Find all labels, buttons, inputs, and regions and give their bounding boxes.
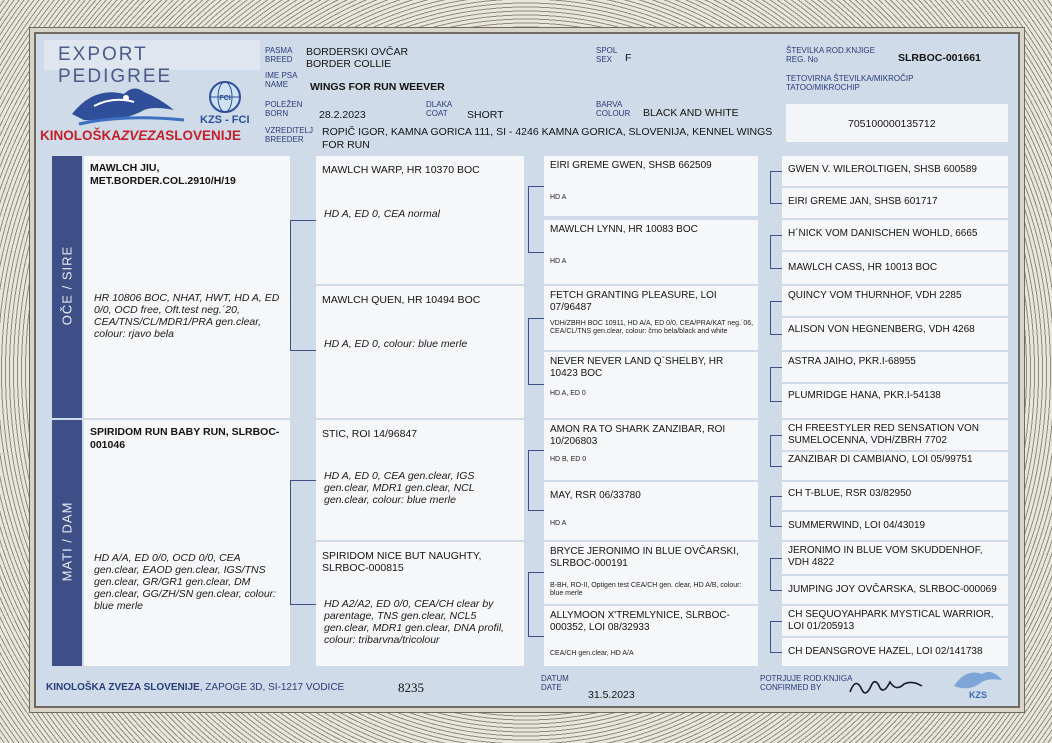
org-name-part-3: SLOVENIJE: [165, 128, 242, 143]
gen2-cell-4: [316, 542, 524, 666]
gen2-info-2: HD A, ED 0, colour: blue merle: [324, 338, 468, 350]
coat-label-1: DLAKA: [426, 100, 453, 109]
dog-name: WINGS FOR RUN WEEVER: [310, 81, 445, 93]
colour-label-2: COLOUR: [596, 109, 631, 118]
connector: [770, 496, 771, 526]
title-box: [44, 40, 260, 87]
gen2-info-1: HD A, ED 0, CEA normal: [324, 208, 440, 220]
page-title: EXPORT PEDIGREE: [58, 44, 173, 87]
gen4-cell-2: [782, 188, 1008, 218]
connector: [290, 220, 291, 350]
gen4-cell-6: [782, 318, 1008, 350]
sire-info: HR 10806 BOC, NHAT, HWT, HD A, ED 0/0, OCD free, Oft.test neg.´20, CEA/TNS/CL/MDR1/PRA gen.clear, colour: rjavo bela: [94, 292, 280, 340]
gen4-name-5: QUINCY VOM THURNHOF, VDH 2285: [788, 290, 962, 301]
connector: [770, 652, 782, 653]
confirm-label-2: CONFIRMED BY: [760, 683, 822, 692]
gen4-name-8: PLUMRIDGE HANA, PKR.I-54138: [788, 390, 941, 401]
connector: [528, 318, 529, 384]
connector: [770, 435, 771, 466]
breeder-value: ROPIČ IGOR, KAMNA GORICA 111, SI - 4246 KAMNA GORICA, SLOVENIJA, KENNEL WINGS FOR RUN: [322, 126, 773, 151]
connector: [770, 203, 782, 204]
gen4-name-6: ALISON VON HEGNENBERG, VDH 4268: [788, 324, 975, 335]
connector: [528, 510, 544, 511]
gen4-name-10: ZANZIBAR DI CAMBIANO, LOI 05/99751: [788, 454, 973, 465]
dam-label: MATI / DAM: [59, 501, 75, 582]
gen3-name-5: AMON RA TO SHARK ZANZIBAR, ROI 10/206803: [550, 424, 726, 447]
connector: [528, 572, 544, 573]
gen4-name-14: JUMPING JOY OVČARSKA, SLRBOC-000069: [788, 584, 997, 595]
gen4-cell-3: [782, 220, 1008, 250]
gen3-name-1: EIRI GREME GWEN, SHSB 662509: [550, 160, 712, 171]
gen2-cell-2: [316, 286, 524, 418]
gen4-name-3: H´NICK VOM DANISCHEN WOHLD, 6665: [788, 228, 978, 239]
dam-name: SPIRIDOM RUN BABY RUN, SLRBOC-001046: [90, 426, 280, 451]
gen2-cell-3: [316, 420, 524, 540]
gen2-name-4: SPIRIDOM NICE BUT NAUGHTY, SLRBOC-000815: [322, 550, 482, 574]
connector: [770, 435, 782, 436]
certificate-body: [36, 34, 1018, 706]
born-label-2: BORN: [265, 109, 289, 118]
connector: [528, 318, 544, 319]
breed-label-2: BREED: [265, 55, 293, 64]
breeder-label-2: BREEDER: [265, 135, 304, 144]
connector: [528, 384, 544, 385]
gen4-cell-15: [782, 606, 1008, 636]
gen3-cell-4: [544, 352, 758, 418]
connector: [770, 621, 771, 652]
connector: [290, 604, 316, 605]
sex-label-2: SEX: [596, 55, 613, 64]
connector: [770, 235, 771, 268]
gen4-name-2: EIRI GREME JAN, SHSB 601717: [788, 196, 938, 207]
date-value: 31.5.2023: [588, 689, 635, 701]
connector: [770, 558, 771, 590]
gen3-info-7: B-BH, RO-II, Optigen test CEA/CH gen. clear, HD A/B, colour: blue merle: [550, 582, 742, 597]
connector: [290, 480, 316, 481]
gen4-name-16: CH DEANSGROVE HAZEL, LOI 02/141738: [788, 646, 983, 657]
gen4-name-7: ASTRA JAIHO, PKR.I-68955: [788, 356, 916, 367]
gen3-info-8: CEA/CH gen.clear, HD A/A: [550, 650, 634, 657]
gen2-info-4: HD A2/A2, ED 0/0, CEA/CH clear by parentage, TNS gen.clear, NCL5 gen.clear, MDR1 gen.clear, DNA profil, colour: tribarvna/tricolour: [324, 598, 504, 646]
sex-value: F: [625, 52, 632, 64]
connector: [770, 235, 782, 236]
gen3-info-5: HD B, ED 0: [550, 456, 587, 463]
name-label-2: NAME: [265, 80, 289, 89]
connector: [528, 186, 529, 252]
date-label-2: DATE: [541, 683, 562, 692]
colour-label-1: BARVA: [596, 100, 623, 109]
sex-label-1: SPOL: [596, 46, 618, 55]
gen4-cell-1: [782, 156, 1008, 186]
confirm-label-1: POTRJUJE ROD.KNJIGA: [760, 674, 853, 683]
gen4-cell-4: [782, 252, 1008, 284]
coat-label-2: COAT: [426, 109, 448, 118]
stamp-text: KZS: [969, 690, 987, 700]
born-label-1: POLEŽEN: [265, 100, 303, 109]
breed-value-1: BORDERSKI OVČAR: [306, 46, 409, 58]
gen4-name-15: CH SEQUOYAHPARK MYSTICAL WARRIOR, LOI 01/205913: [788, 609, 994, 632]
sire-label: OČE / SIRE: [59, 245, 75, 326]
gen4-cell-12: [782, 512, 1008, 540]
gen2-name-1: MAWLCH WARP, HR 10370 BOC: [322, 164, 480, 176]
connector: [290, 350, 316, 351]
gen3-cell-3: [544, 286, 758, 350]
gen3-name-4: NEVER NEVER LAND Q`SHELBY, HR 10423 BOC: [550, 356, 724, 379]
kzs-stamp-icon: [948, 662, 1008, 702]
gen4-cell-8: [782, 384, 1008, 418]
reg-label-1: ŠTEVILKA ROD.KNJIGE: [786, 46, 875, 55]
gen2-cell-1: [316, 156, 524, 284]
gen3-info-2: HD A: [550, 258, 567, 265]
breeder-label-1: VZREDITELJ: [265, 126, 314, 135]
gen3-cell-8: [544, 606, 758, 666]
gen4-name-4: MAWLCH CASS, HR 10013 BOC: [788, 262, 938, 273]
dam-sidebar: [52, 420, 82, 666]
gen4-name-9: CH FREESTYLER RED SENSATION VON SUMELOCENNA, VDH/ZBRH 7702: [788, 423, 979, 446]
gen3-cell-6: [544, 482, 758, 540]
gen3-info-3: VDH/ZBRH BOC 10911, HD A/A, ED 0/0, CEA/PRA/KAT neg.´06, CEA/CL/TNS gen.clear, colour: črno bela/black and white: [550, 320, 754, 335]
gen3-info-1: HD A: [550, 194, 567, 201]
gen3-name-8: ALLYMOON X'TREMLYNICE, SLRBOC-000352, LOI 08/32933: [550, 610, 730, 633]
connector: [770, 401, 782, 402]
connector: [770, 367, 771, 401]
gen4-cell-11: [782, 482, 1008, 510]
footer-address-bold: KINOLOŠKA ZVEZA SLOVENIJE: [46, 682, 200, 693]
connector: [770, 367, 782, 368]
colour-value: BLACK AND WHITE: [643, 107, 739, 119]
date-label-1: DATUM: [541, 674, 569, 683]
born-value: 28.2.2023: [319, 109, 366, 121]
gen3-name-3: FETCH GRANTING PLEASURE, LOI 07/96487: [550, 290, 717, 313]
connector: [290, 220, 316, 221]
gen3-name-7: BRYCE JERONIMO IN BLUE OVČARSKI, SLRBOC-000191: [550, 546, 739, 569]
connector: [770, 334, 782, 335]
kzs-dog-logo-icon: [64, 76, 214, 136]
gen3-info-4: HD A, ED 0: [550, 390, 586, 397]
connector: [290, 480, 291, 604]
coat-value: SHORT: [467, 109, 504, 121]
connector: [770, 466, 782, 467]
gen3-cell-7: [544, 542, 758, 604]
tattoo-box: [786, 104, 1008, 142]
connector: [528, 252, 544, 253]
footer-address: [46, 682, 344, 693]
tattoo-value: 705100000135712: [848, 118, 936, 130]
gen4-cell-9: [782, 420, 1008, 450]
gen3-info-6: HD A: [550, 520, 567, 527]
gen4-cell-13: [782, 542, 1008, 574]
connector: [770, 590, 782, 591]
connector: [528, 572, 529, 636]
gen4-name-12: SUMMERWIND, LOI 04/43019: [788, 520, 926, 531]
connector: [528, 636, 544, 637]
org-name-part-2: ZVEZA: [121, 128, 166, 143]
name-label-1: IME PSA: [265, 71, 298, 80]
tattoo-label-2: TATOO/MIKROCHIP: [786, 83, 860, 92]
gen4-cell-14: [782, 576, 1008, 604]
connector: [770, 268, 782, 269]
connector: [528, 450, 544, 451]
connector: [528, 450, 529, 510]
connector: [770, 621, 782, 622]
connector: [770, 171, 782, 172]
gen4-name-11: CH T-BLUE, RSR 03/82950: [788, 488, 912, 499]
gen4-cell-10: [782, 452, 1008, 480]
gen3-cell-5: [544, 420, 758, 480]
gen4-cell-7: [782, 352, 1008, 382]
gen2-name-2: MAWLCH QUEN, HR 10494 BOC: [322, 294, 481, 306]
connector: [770, 171, 771, 203]
breed-label-1: PASMA: [265, 46, 293, 55]
gen3-cell-1: [544, 156, 758, 216]
gen4-cell-5: [782, 286, 1008, 316]
signature-icon: [846, 670, 926, 702]
svg-text:FCI: FCI: [219, 95, 231, 102]
sire-name: MAWLCH JIU, MET.BORDER.COL.2910/H/19: [90, 162, 236, 187]
org-name: [40, 128, 241, 143]
gen4-name-13: JERONIMO IN BLUE VOM SKUDDENHOF, VDH 4822: [788, 545, 983, 568]
gen2-name-3: STIC, ROI 14/96847: [322, 428, 418, 440]
connector: [770, 526, 782, 527]
gen3-name-6: MAY, RSR 06/33780: [550, 490, 641, 501]
connector: [770, 496, 782, 497]
sire-cell: [84, 156, 290, 418]
connector: [770, 558, 782, 559]
footer-address-rest: , ZAPOGE 3D, SI-1217 VODICE: [199, 682, 345, 693]
sire-sidebar: [52, 156, 82, 418]
dam-cell: [84, 420, 290, 666]
tattoo-label-1: TETOVIRNA ŠTEVILKA/MIKROČIP: [786, 74, 914, 83]
reg-label-2: REG. No: [786, 55, 819, 64]
org-short: KZS - FCI: [200, 114, 250, 126]
gen2-info-3: HD A, ED 0, CEA gen.clear, IGS gen.clear, MDR1 gen.clear, NCL gen.clear, colour: blue merle: [324, 470, 475, 506]
dam-info: HD A/A, ED 0/0, OCD 0/0, CEA gen.clear, EAOD gen.clear, IGS/TNS gen.clear, GR/GR1 gen.clear, DM gen.clear, GG/ZH/SN gen.clear, colour: blue merle: [94, 552, 277, 612]
fci-globe-icon: [208, 80, 242, 114]
connector: [770, 301, 782, 302]
org-name-part-1: KINOLOŠKA: [40, 128, 121, 143]
connector: [528, 186, 544, 187]
gen3-cell-2: [544, 220, 758, 284]
breed-value-2: BORDER COLLIE: [306, 58, 392, 70]
reg-value: SLRBOC-001661: [898, 52, 981, 64]
connector: [770, 301, 771, 334]
footer-number: 8235: [398, 680, 424, 695]
gen4-name-1: GWEN V. WILEROLTIGEN, SHSB 600589: [788, 164, 977, 175]
gen3-name-2: MAWLCH LYNN, HR 10083 BOC: [550, 224, 698, 235]
